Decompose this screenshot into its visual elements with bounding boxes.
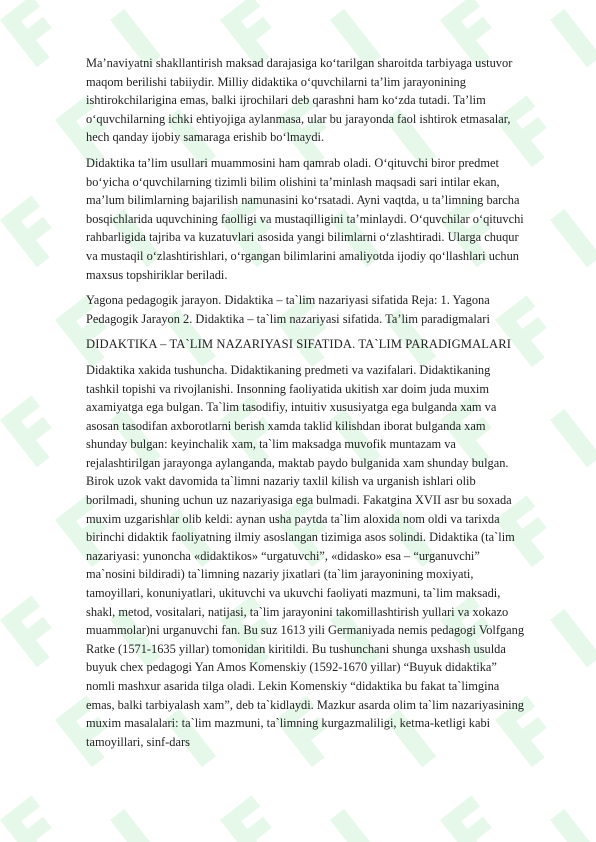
watermark-glyph <box>330 809 381 842</box>
watermark-glyph <box>0 395 68 467</box>
section-heading: DIDAKTIKA – TA`LIM NAZARIYASI SIFATIDA. TA`LIM PARADIGMALARI <box>86 337 512 352</box>
watermark-glyph <box>550 809 596 842</box>
document-page <box>86 54 526 758</box>
watermark-glyph <box>0 795 68 842</box>
paragraph-body: Didaktika xakida tushuncha. Didaktikaning predmeti va vazifalari. Didaktikaning tashkil topishi va rivojlanishi. Insonning faoliyatida ukitish xar doim juda muxim axamiyatga ega bulgan. Ta`lim tasodifiy, intuitiv xususiyatga ega bulganda xam va asosan tasodifan axborotlarni berish xamda taklid kilishdan iborat bulganda xam shunday bulgan: keyinchalik xam, ta`lim maksadga muvofik muntazam va rejalashtirilgan jarayonga aylanganda, maktab paydo bulganida xam shunday bulgan. Birok uzok vakt davomida ta`limni nazariy taxlil kilish va urganish ishlari olib borilmadi, shuning uchun uz nazariyasiga ega bulmadi. Fakatgina XVII asr bu soxada muxim uzgarishlar olib keldi: aynan usha paytda ta`lim aloxida nom oldi va tarixda birinchi didaktik faoliyatning ilmiy asoslangan tizimiga asos solindi. Didaktika (ta`lim nazariyasi: yunoncha «didaktikos» “urgatuvchi”, «didasko» esa – “urganuvchi” ma`nosini bildiradi) ta`limning nazariy jixatlari (ta`lim jarayonining moxiyati, tamoyillari, konuniyatlari, ukituvchi va ukuvchi faoliyati mazmuni, ta`lim maksadi, shakl, metod, vositalari, natijasi, ta`lim jarayonini takomillashtirish yullari va xokazo muammolar)ni urganuvchi fan. Bu suz 1613 yili Germaniyada nemis pedagogi Volfgang Ratke (1571-1635 yillar) tomonidan kiritildi. Bu tushunchani shunga uxshash usulda buyuk chex pedagogi Yan Amos Komenskiy (1592-1670 yillar) “Buyuk didaktika” nomli mashxur asarida tilga oladi. Lekin Komenskiy “didaktika bu fakat ta`limgina emas, balki tarbiyalash xam”, deb ta`kidlaydi. Mazkur asarda olim ta`lim nazariyasining muxim masalalari: ta`lim mazmuni, ta`limning kurgazmaliligi, ketma-ketligi kabi tamoyillari, sinf-dars <box>86 362 525 749</box>
watermark-glyph <box>550 9 596 67</box>
watermark-glyph <box>0 195 68 267</box>
paragraph-intro: Ma’naviyatni shakllantirish maksad darajasiga ko‘tarilgan sharoitda tarbiyaga ustuvor maqom berilishi tabiiydir. Milliy didaktika o‘quvchilarni ta’lim jarayonining ishtirokchilarigina emas, balki ijrochilari deb qarashni ham ko‘zda tutadi. Ta’lim o‘quvchilarning ichki ehtiyojiga aylanmasa, ular bu jarayonda faol ishtirok etmasalar, hech qanday ijobiy samaraga erishib bo‘lmaydi. <box>86 56 513 145</box>
watermark-glyph <box>550 609 596 667</box>
watermark-glyph <box>0 595 68 667</box>
watermark-glyph <box>550 409 596 467</box>
watermark-glyph <box>550 209 596 267</box>
watermark-glyph <box>440 795 508 842</box>
watermark-glyph <box>220 795 288 842</box>
watermark-glyph <box>0 0 68 67</box>
paragraph-didactics-methods: Didaktika ta’lim usullari muammosini ham qamrab oladi. O‘qituvchi biror predmet bo‘yicha o‘quvchilarning tizimli bilim olishini ta’minlash maqsadi sari intilar ekan, ma’lum bilimlarning bajarilish namunasini ko‘rsatadi. Ayni vaqtda, u ta’limning barcha bosqichlarida uquvchining faolligi va mustaqilligini ta’minlaydi. O‘quvchilar o‘qituvchi rahbarligida tajriba va kuzatuvlari asosida yangi bilimlarni o‘zlashtiradi. Ularga chuqur va mustaqil o‘zlashtirishlari, o‘rgangan bilimlarini amaliyotda ijodiy qo‘llashlari uchun maxsus topshiriklar beriladi. <box>86 155 524 282</box>
paragraph-plan: Yagona pedagogik jarayon. Didaktika – ta`lim nazariyasi sifatida Reja: 1. Yagona Pedagogik Jarayon 2. Didaktika – ta`lim nazariyasi sifatida. Ta’lim paradigmalari <box>86 293 490 326</box>
watermark-glyph <box>110 809 161 842</box>
